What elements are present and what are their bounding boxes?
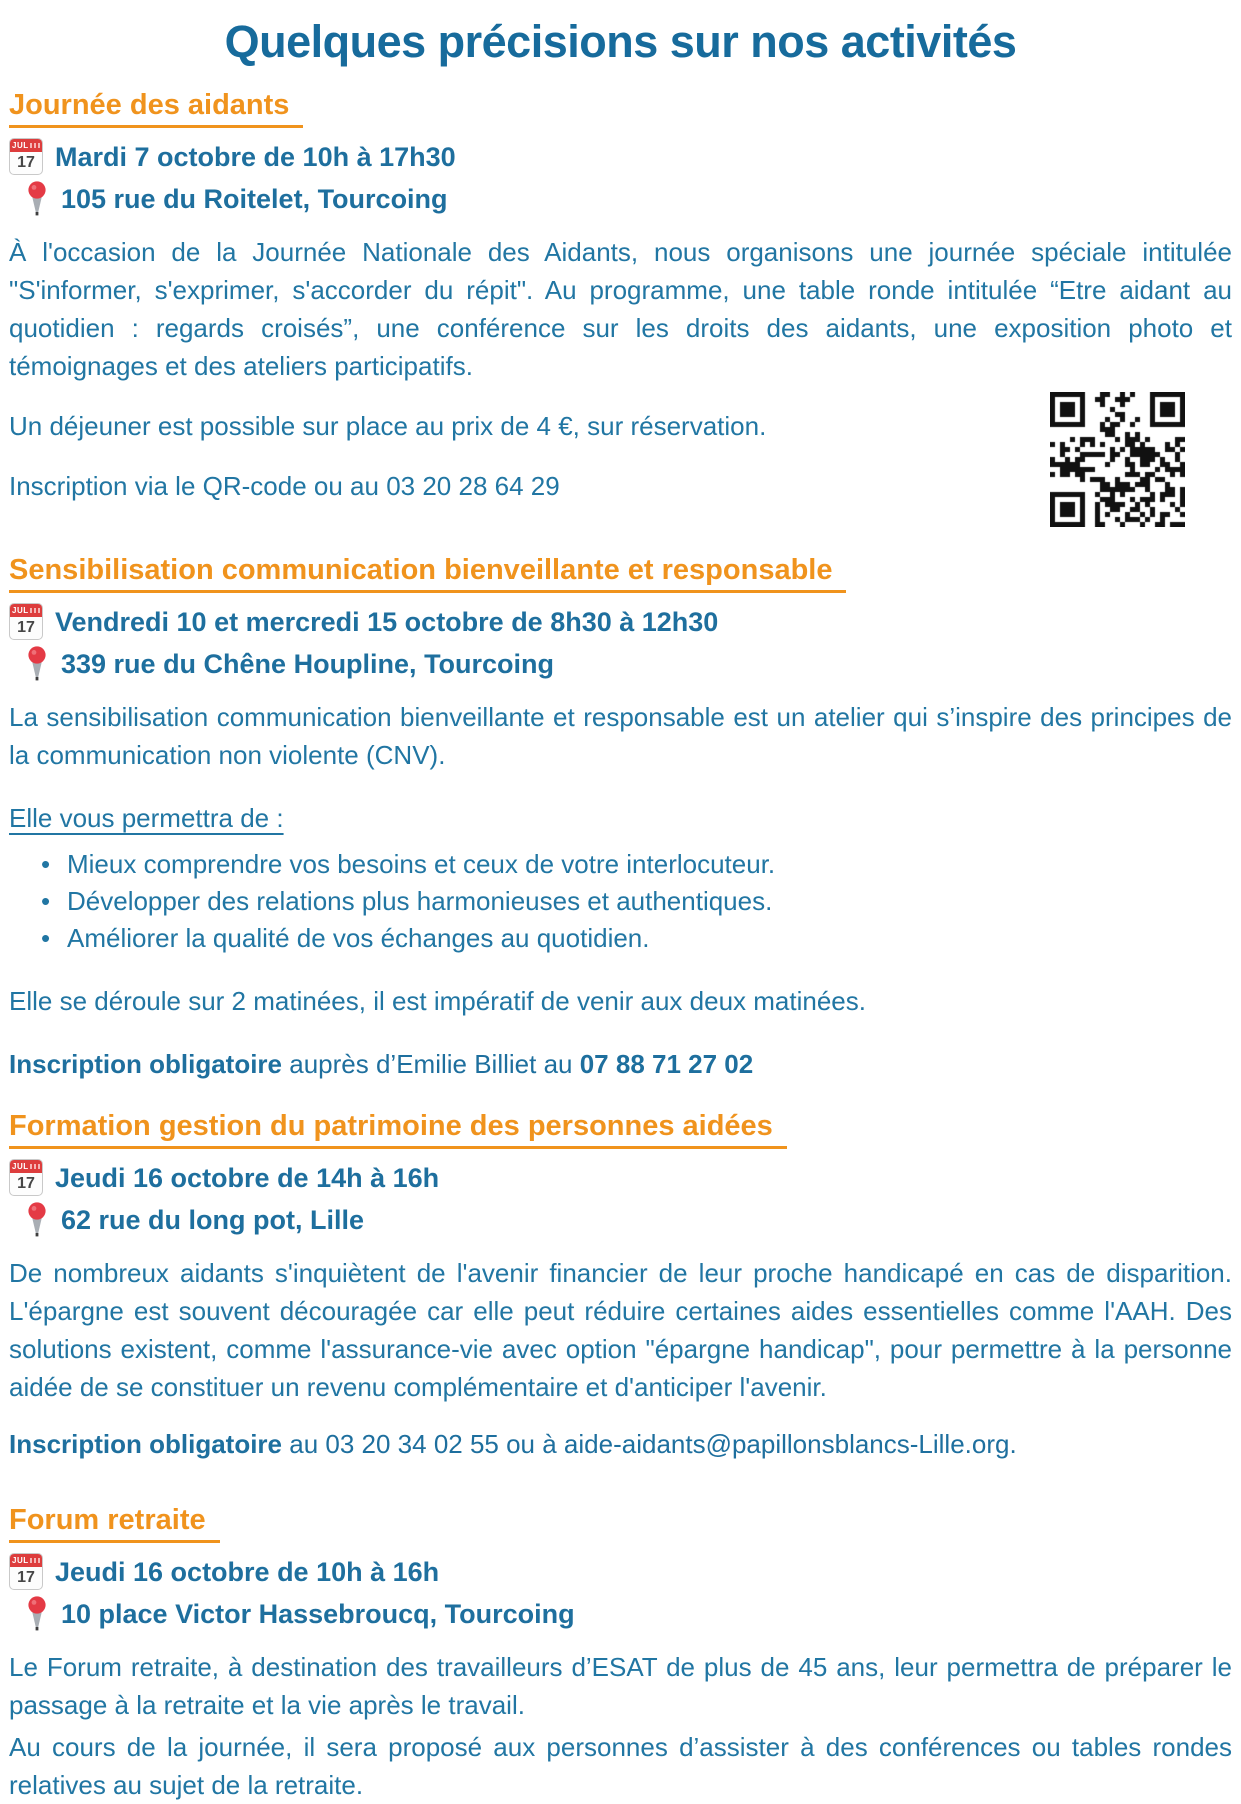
section-sensibilisation-communication [9,553,1232,1083]
pushpin-icon [25,1202,49,1238]
inscription-label: Inscription obligatoire [9,1429,283,1459]
section-heading: Formation gestion du patrimoine des personnes aidées [9,1109,1232,1149]
paragraph: Inscription via le QR-code ou au 03 20 28 64 29 [9,471,560,501]
paragraph: Un déjeuner est possible sur place au prix de 4 €, sur réservation. [9,411,767,441]
calendar-icon: JUL 17 [9,138,43,175]
location-row [9,1596,1232,1632]
event-date: Vendredi 10 et mercredi 15 octobre de 8h30 à 12h30 [55,606,719,637]
section-heading: Journée des aidants [9,88,1232,128]
date-row [9,1553,1232,1590]
calendar-rings [30,1558,40,1563]
location-row [9,646,1232,682]
event-date: Jeudi 16 octobre de 14h à 16h [55,1162,440,1193]
qr-code-image [1050,392,1185,527]
date-row [9,1159,1232,1196]
date-row [9,138,1232,175]
note: Elle se déroule sur 2 matinées, il est impératif de venir aux deux matinées. [9,986,866,1016]
page-title: Quelques précisions sur nos activités [224,16,1017,67]
event-date: Mardi 7 octobre de 10h à 17h30 [55,141,456,172]
pushpin-icon [25,646,49,682]
inscription-contact: au 03 20 34 02 55 ou à aide-aidants@papillonsblancs-Lille.org. [282,1429,1017,1459]
inscription-phone: 07 88 71 27 02 [579,1049,754,1079]
section-formation-patrimoine [9,1109,1232,1463]
benefits-list [9,846,1232,957]
inscription-contact: auprès d’Emilie Billiet au [282,1049,580,1079]
inscription-line [9,1046,1232,1083]
pushpin-icon [25,1596,49,1632]
calendar-icon: JUL 17 [9,1159,43,1196]
calendar-rings [30,608,40,613]
inscription-label: Inscription obligatoire [9,1049,283,1079]
calendar-rings [30,1164,40,1169]
pushpin-icon [25,181,49,217]
event-date: Jeudi 16 octobre de 10h à 16h [55,1556,440,1587]
inscription-line [9,1426,1232,1463]
event-location: 339 rue du Chêne Houpline, Tourcoing [61,649,555,679]
event-location: 62 rue du long pot, Lille [61,1205,365,1235]
paragraph: De nombreux aidants s'inquiètent de l'avenir financier de leur proche handicapé en cas de disparition. L'épargne est souvent découragée car elle peut réduire certaines aides essentielles comme l'AAH. Des solutions existent, comme l'assurance-vie avec option "épargne handicap", pour permettre à la personne aidée de se constituer un revenu complémentaire et d'anticiper l'avenir. [9,1258,1232,1402]
newsletter-page [0,16,1241,1804]
location-row [9,181,1232,217]
calendar-icon: JUL 17 [9,1553,43,1590]
event-location: 10 place Victor Hassebroucq, Tourcoing [61,1599,575,1629]
location-row [9,1202,1232,1238]
list-intro: Elle vous permettra de : [9,803,284,833]
paragraph: La sensibilisation communication bienveillante et responsable est un atelier qui s’inspire des principes de la communication non violente (CNV). [9,702,1232,770]
list-item: • Développer des relations plus harmonieuses et authentiques. [9,883,1232,920]
calendar-rings [30,143,40,148]
section-heading: Forum retraite [9,1503,1232,1543]
section-heading: Sensibilisation communication bienveillante et responsable [9,553,1232,593]
calendar-icon: JUL 17 [9,603,43,640]
section-forum-retraite [9,1503,1232,1804]
list-item: • Mieux comprendre vos besoins et ceux de votre interlocuteur. [9,846,1232,883]
date-row [9,603,1232,640]
qr-code [1049,392,1185,538]
paragraph: Au cours de la journée, il sera proposé aux personnes d’assister à des conférences ou tables rondes relatives au sujet de la retraite. [9,1732,1232,1800]
paragraph: À l'occasion de la Journée Nationale des Aidants, nous organisons une journée spéciale intitulée "S'informer, s'exprimer, s'accorder du répit". Au programme, une table ronde intitulée “Etre aidant au quotidien : regards croisés”, une conférence sur les droits des aidants, une exposition photo et témoignages et des ateliers participatifs. [9,237,1232,381]
list-item: • Améliorer la qualité de vos échanges au quotidien. [9,920,1232,957]
event-location: 105 rue du Roitelet, Tourcoing [61,184,448,214]
paragraph: Le Forum retraite, à destination des travailleurs d’ESAT de plus de 45 ans, leur permettra de préparer le passage à la retraite et la vie après le travail. [9,1652,1232,1720]
